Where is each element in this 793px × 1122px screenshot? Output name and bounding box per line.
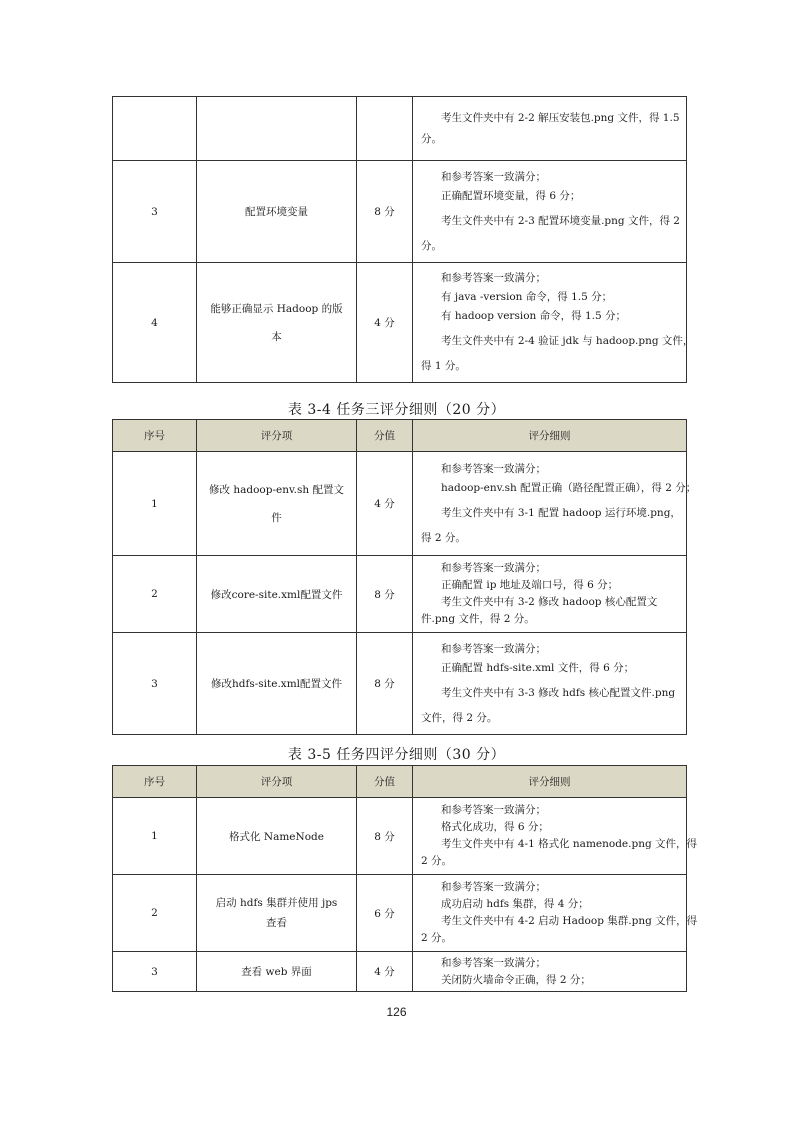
grading-detail: 考生文件夹中有 2-2 解压安装包.png 文件，得 1.5 分。 <box>413 97 687 161</box>
score-value: 8 分 <box>357 556 413 633</box>
header-number: 序号 <box>113 766 197 798</box>
row-number: 1 <box>113 452 197 556</box>
table-row <box>113 633 687 735</box>
row-number: 2 <box>113 556 197 633</box>
score-value: 8 分 <box>357 633 413 735</box>
row-number: 3 <box>113 952 197 992</box>
table-header-row <box>113 766 687 798</box>
grading-item: 修改hdfs-site.xml配置文件 <box>197 633 357 735</box>
header-detail: 评分细则 <box>413 420 687 452</box>
grading-item: 启动 hdfs 集群并使用 jps 查看 <box>197 875 357 952</box>
grading-detail: 和参考答案一致满分； 正确配置 ip 地址及端口号，得 6 分； 考生文件夹中有 3-2 修改 hadoop 核心配置文 件.png 文件，得 2 分。 <box>413 556 687 633</box>
grading-detail: 和参考答案一致满分； 成功启动 hdfs 集群，得 4 分； 考生文件夹中有 4-2 启动 Hadoop 集群.png 文件，得 2 分。 <box>413 875 687 952</box>
table-header-row <box>113 420 687 452</box>
grading-detail: 和参考答案一致满分； 有 java -version 命令，得 1.5 分； 有 hadoop version 命令，得 1.5 分； 考生文件夹中有 2-4 验证 jdk 与 hadoop.png 文件， 得 1 分。 <box>413 263 687 383</box>
score-value: 4 分 <box>357 952 413 992</box>
grading-detail: 和参考答案一致满分； 关闭防火墙命令正确，得 2 分； <box>413 952 687 992</box>
grading-detail: 和参考答案一致满分； hadoop-env.sh 配置正确（路径配置正确），得 2 分； 考生文件夹中有 3-1 配置 hadoop 运行环境.png， 得 2 分。 <box>413 452 687 556</box>
row-number: 2 <box>113 875 197 952</box>
table-row <box>113 875 687 952</box>
table-row <box>113 161 687 263</box>
score-value: 4 分 <box>357 263 413 383</box>
grading-detail: 和参考答案一致满分； 正确配置环境变量，得 6 分； 考生文件夹中有 2-3 配置环境变量.png 文件，得 2 分。 <box>413 161 687 263</box>
grading-item: 配置环境变量 <box>197 161 357 263</box>
score-value: 8 分 <box>357 161 413 263</box>
grading-table-3-4 <box>112 419 697 735</box>
header-detail: 评分细则 <box>413 766 687 798</box>
grading-table-3-5 <box>112 765 698 992</box>
grading-item: 能够正确显示 Hadoop 的版 本 <box>197 263 357 383</box>
table-caption: 表 3-5 任务四评分细则（30 分） <box>287 747 506 763</box>
grading-item <box>197 97 357 161</box>
grading-item: 修改core-site.xml配置文件 <box>197 556 357 633</box>
table-row <box>113 452 687 556</box>
row-number: 1 <box>113 798 197 875</box>
table-row <box>113 97 687 161</box>
grading-item: 查看 web 界面 <box>197 952 357 992</box>
table-row <box>113 556 687 633</box>
score-value <box>357 97 413 161</box>
grading-detail: 和参考答案一致满分； 格式化成功，得 6 分； 考生文件夹中有 4-1 格式化 namenode.png 文件，得 2 分。 <box>413 798 687 875</box>
table-row <box>113 952 687 992</box>
grading-table-continued <box>112 96 694 383</box>
header-item: 评分项 <box>197 420 357 452</box>
grading-detail: 和参考答案一致满分； 正确配置 hdfs-site.xml 文件，得 6 分； 考生文件夹中有 3-3 修改 hdfs 核心配置文件.png 文件，得 2 分。 <box>413 633 687 735</box>
row-number: 3 <box>113 161 197 263</box>
row-number: 3 <box>113 633 197 735</box>
score-value: 4 分 <box>357 452 413 556</box>
row-number: 4 <box>113 263 197 383</box>
header-score: 分值 <box>357 420 413 452</box>
score-value: 6 分 <box>357 875 413 952</box>
header-number: 序号 <box>113 420 197 452</box>
table-caption: 表 3-4 任务三评分细则（20 分） <box>287 402 506 418</box>
grading-item: 修改 hadoop-env.sh 配置文 件 <box>197 452 357 556</box>
score-value: 8 分 <box>357 798 413 875</box>
header-item: 评分项 <box>197 766 357 798</box>
page-number: 126 <box>386 1005 407 1019</box>
table-row <box>113 798 687 875</box>
grading-item: 格式化 NameNode <box>197 798 357 875</box>
header-score: 分值 <box>357 766 413 798</box>
row-number <box>113 97 197 161</box>
table-row <box>113 263 687 383</box>
